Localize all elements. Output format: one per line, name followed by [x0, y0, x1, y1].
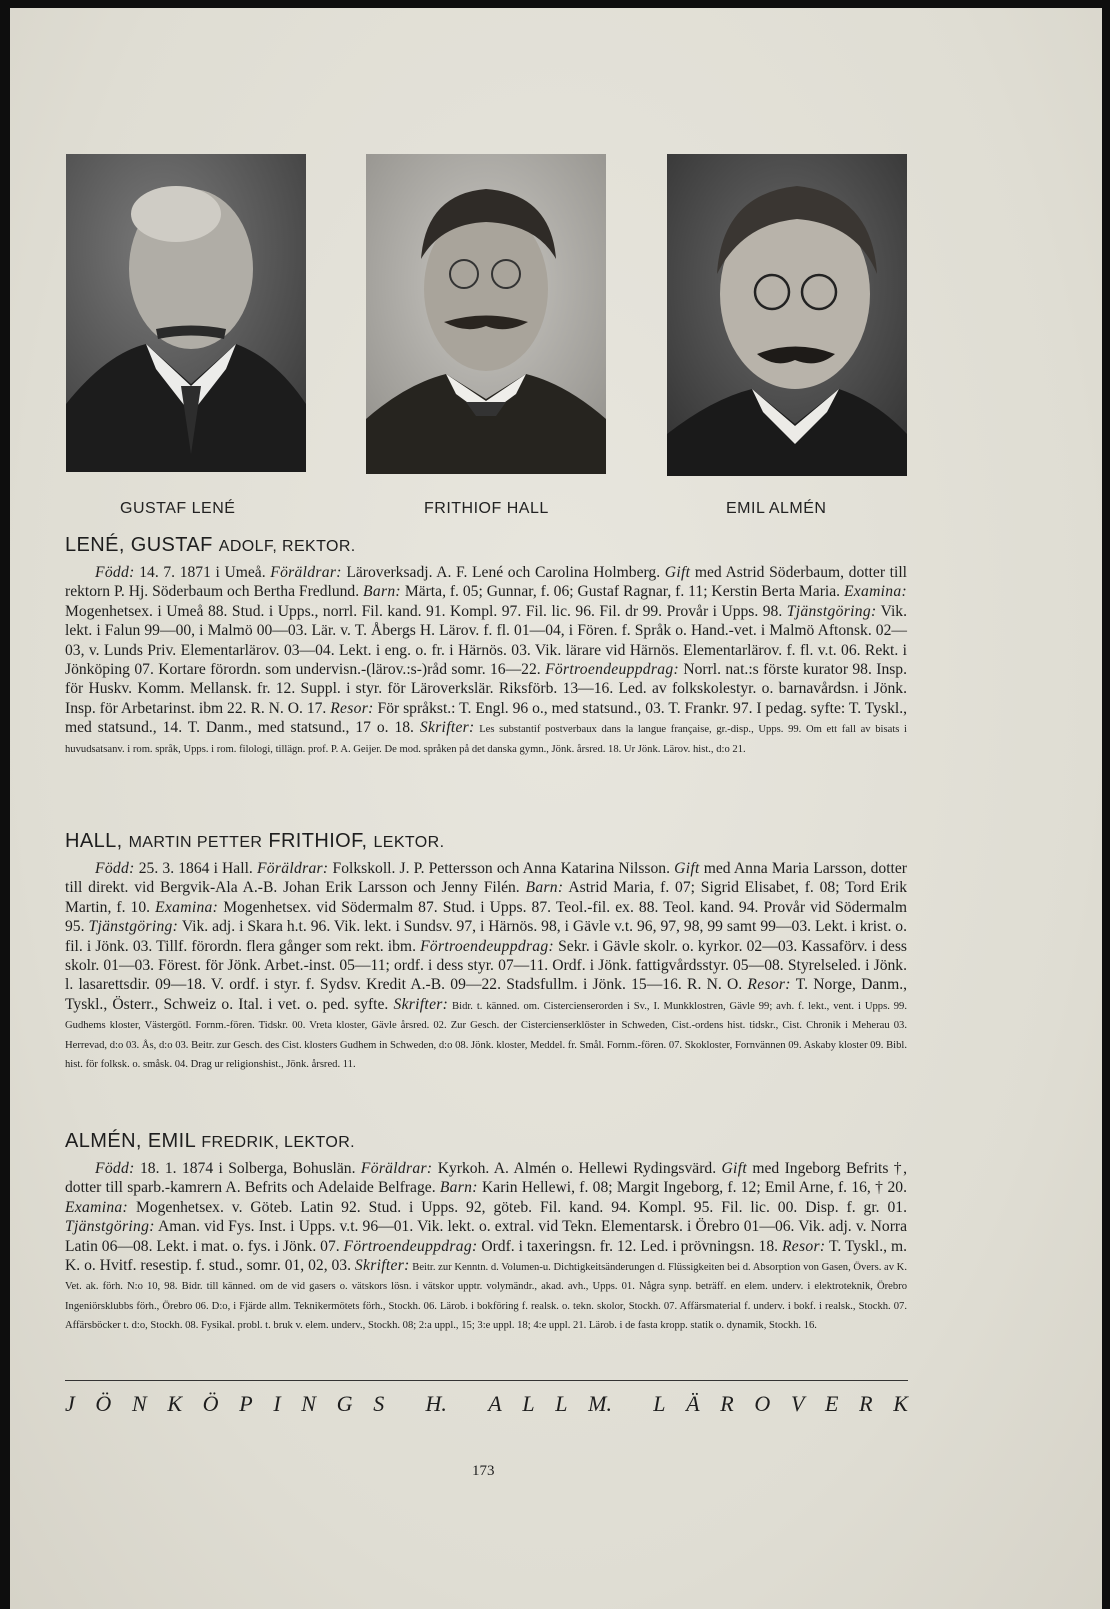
entry-almen: [65, 1130, 907, 1334]
portrait-photo-lene: [66, 154, 306, 472]
footer-letter: S: [373, 1391, 385, 1416]
field-label: Examina:: [155, 898, 219, 916]
entry-body: [65, 563, 907, 757]
footer-rule: [65, 1380, 908, 1381]
body-text: med Anna Maria Larsson, dotter till direkt. vid Bergvik-Ala A.-B. Johan Erik Larsson och Jenny Filén.: [65, 860, 907, 897]
entry-name-rest: FREDRIK, LEKTOR.: [201, 1134, 356, 1151]
entry-body: [65, 859, 907, 1072]
field-label: Föräldrar:: [360, 1160, 433, 1177]
field-label: Skrifter:: [354, 1257, 410, 1275]
footer-letter: O: [754, 1391, 771, 1416]
fine-print: Les substantif postverbaux dans la langue française, gr.-disp., Upps. 99. Om ett fall av bisats i huvudsatsanv. i rom. språk, Upps. i rom. filologi, tillägn. prof. P. A. Geijer. De mod. språken på det danska gymn., Jönk. årsred. 18. Ur Jönk. Lärov. hist., d:o 21.: [65, 724, 907, 755]
field-label: Förtroendeuppdrag:: [343, 1237, 478, 1255]
entry-heading: [65, 534, 907, 557]
body-text: Kyrkoh. A. Almén o. Hellewi Rydingsvärd.: [432, 1160, 722, 1177]
body-text: Ordf. i taxeringsn. fr. 12. Led. i prövningsn. 18.: [477, 1237, 782, 1255]
body-text: Astrid Maria, f. 07; Sigrid Elisabet, f. 08; Tord Erik Martin, f. 10.: [65, 879, 907, 916]
body-text: Aman. vid Fys. Inst. i Upps. v.t. 96—01. Vik. lekt. o. extral. vid Tekn. Elementarsk. i Örebro 01—06. Vik. adj. v. Norra Latin 06—08. Lekt. i mat. o. fys. i Jönk. 07.: [65, 1218, 907, 1255]
footer-letter: R: [720, 1391, 734, 1416]
footer-letter: R: [859, 1391, 873, 1416]
entry-hall: [65, 830, 907, 1072]
footer-letter: P: [239, 1391, 253, 1416]
running-footer: [65, 1391, 908, 1417]
field-label: Tjänstgöring:: [88, 918, 179, 936]
footer-letter: J: [65, 1391, 75, 1416]
body-text: Mogenhetsex. v. Göteb. Latin 92. Stud. i Upps. 92, göteb. Fil. kand. 94. Kompl. 95. Fil. lic. 00. Disp. f. gr. 01.: [128, 1198, 907, 1216]
portrait-photo-hall: [366, 154, 606, 474]
fine-print: Bidr. t. känned. om. Cistercienserorden i Sv., I. Munkklostren, Gävle 99; avh. f. lekt., vent. i Upps. 99. Gudhems kloster, Västergötl. Fornm.-fören. Tidskr. 00. Vreta kloster, Gävle årsred. 02. Zur Gesch. der Cistercienserklöster in Schweden, Cist.-ordens hist. tidskr., Cist. Chronik i Meherau 03. Herrevad, d:o 03. Ås, d:o 03. Beitr. zur Gesch. des Cist. klosters Gudhem in Schweden, d:o 08. Jönk. kloster, Meddel. fr. Smål. Fornm.-fören. 07. Skokloster, Fornvännen 09. Askaby kloster 09. Bibl. hist. för folksk. o. småsk. 04. Drag ur religionshist., Jönk. årsred. 11.: [65, 1000, 907, 1071]
field-label: Skrifter:: [419, 719, 475, 737]
entry-name: ALMÉN, EMIL: [65, 1130, 196, 1152]
entry-heading: [65, 830, 907, 853]
field-label: Resor:: [747, 976, 791, 994]
entry-name-rest: ADOLF, REKTOR.: [218, 538, 356, 555]
portrait-photo-almen: [667, 154, 907, 476]
field-label: Gift: [664, 564, 691, 581]
entry-heading: [65, 1130, 907, 1153]
entry-name-middle: MARTIN PETTER: [128, 834, 263, 851]
body-text: T. Norge, Danm., Tyskl., Österr., Schweiz o. Ital. i vet. o. ped. syfte.: [65, 976, 907, 1013]
caption-lene: GUSTAF LENÉ: [120, 500, 236, 517]
entry-body: [65, 1159, 907, 1334]
field-label: Skrifter:: [393, 995, 449, 1013]
footer-letter: L: [555, 1391, 568, 1416]
book-page: [10, 8, 1102, 1609]
footer-letter: Ö: [95, 1391, 112, 1416]
body-text: 14. 7. 1871 i Umeå.: [134, 564, 271, 581]
field-label: Förtroendeuppdrag:: [420, 937, 554, 955]
footer-letter: M.: [588, 1391, 612, 1416]
field-label: Född:: [95, 1160, 135, 1177]
fine-print: Beitr. zur Kenntn. d. Volumen-u. Dichtigkeitsänderungen d. Flüssigkeiten bei d. Absorption von Gasen, Övers. av K. Vet. ak. förh. N:o 10, 98. Bidr. till känned. om de vid gasers o. vätskors lösn. i vätskor upptr. volymändr., akad. avh., Upps. 01. Några synp. beträff. en elem. underv. i elektroteknik, Örebro Ingeniörsklubbs förh., Örebro 06. D:o, i Fjärde allm. Teknikermötets förh., Stockh. 06. Lärob. i bokföring f. realsk. o. tekn. skolor, Stockh. 07. Affärsmaterial f. underv. i bokf. i realsk., Stockh. 07. Affärsböcker t. d:o, Stockh. 08. Fysikal. probl. t. bruk v. elem. underv., Stockh. 08; 2:a uppl., 15; 3:e uppl. 18; 4:e uppl. 21. Lärob. i de fasta kropp. statik o. dynamik, Stockh. 16.: [65, 1262, 907, 1332]
body-text: Vik. adj. i Skara h.t. 96. Vik. lekt. i Sundsv. 97, i Härnös. 98, i Gävle v.t. 96, 97, 98, 99 samt 99—03. Lekt. i krist. o. fil. i Jönk. 03. Tillf. förordn. flera gånger som rekt. ibm.: [65, 918, 908, 955]
body-text: med Ingeborg Befrits †, dotter till sparb.-kamrern A. Befrits och Adelaide Belfrage.: [65, 1160, 907, 1197]
field-label: Barn:: [525, 879, 564, 897]
field-label: Född:: [95, 564, 135, 581]
footer-letter: H.: [425, 1391, 447, 1416]
entry-name-rest: LEKTOR.: [373, 834, 445, 851]
field-label: Examina:: [843, 583, 907, 601]
footer-letter: K: [167, 1391, 182, 1416]
field-label: Resor:: [781, 1237, 826, 1255]
body-text: Läroverksadj. A. F. Lené och Carolina Holmberg.: [341, 564, 665, 581]
body-text: Mogenhetsex. i Umeå 88. Stud. i Upps., norrl. Fil. kand. 91. Kompl. 97. Fil. lic. 96. Fil. dr 99. Provår i Upps. 98.: [65, 602, 787, 620]
entry-lene: [65, 534, 907, 757]
footer-letter: Ö: [202, 1391, 219, 1416]
body-text: Norrl. nat.:s förste kurator 98. Insp. för Huskv. Komm. Mellansk. fr. 12. Suppl. i styr. för Läroverkslär. Riksförb. 13—16. Led. av folkskolestyr. o. barnavårdsn. i Jönk. Insp. för Arbetarinst. ibm 22. R. N. O. 17.: [65, 661, 908, 717]
footer-letter: I: [273, 1391, 281, 1416]
field-label: Föräldrar:: [256, 860, 329, 877]
footer-letter: L: [653, 1391, 666, 1416]
field-label: Föräldrar:: [270, 564, 342, 581]
field-label: Gift: [674, 860, 700, 877]
footer-letter: G: [336, 1391, 353, 1416]
body-text: 25. 3. 1864 i Hall.: [134, 860, 257, 877]
caption-hall: FRITHIOF HALL: [424, 500, 549, 517]
caption-almen: EMIL ALMÉN: [726, 500, 827, 517]
entry-name-end: FRITHIOF,: [268, 830, 368, 852]
field-label: Tjänstgöring:: [65, 1218, 155, 1236]
entry-name: LENÉ, GUSTAF: [65, 534, 213, 556]
page-number: 173: [472, 1463, 495, 1479]
footer-letter: N: [301, 1391, 316, 1416]
footer-letter: A: [488, 1391, 502, 1416]
field-label: Examina:: [65, 1198, 129, 1216]
field-label: Barn:: [363, 583, 401, 601]
body-text: För språkst.: T. Engl. 96 o., med statsund., 03. T. Frankr. 97. I pedag. syfte: T. Tyskl., med statsund., 14. T. Danm., med statsund., 17 o. 18.: [65, 699, 907, 737]
field-label: Tjänstgöring:: [786, 602, 877, 620]
field-label: Resor:: [330, 699, 374, 717]
footer-letter: K: [893, 1391, 908, 1416]
body-text: Folkskoll. J. P. Pettersson och Anna Katarina Nilsson.: [328, 860, 675, 877]
entry-name: HALL,: [65, 830, 123, 852]
body-text: Märta, f. 05; Gunnar, f. 06; Gustaf Ragnar, f. 11; Kerstin Berta Maria.: [400, 583, 844, 601]
field-label: Förtroendeuppdrag:: [545, 661, 679, 679]
body-text: T. Tyskl., m. K. o. Hvitf. resestip. f. stud., somr. 01, 02, 03.: [65, 1237, 907, 1275]
field-label: Barn:: [439, 1179, 478, 1197]
body-text: Vik. lekt. i Falun 99—00, i Malmö 00—03. Lär. v. T. Åbergs H. Lärov. f. fl. 01—04, i Fören. f. Språk o. Hand.-vet. i Malmö Aftonsk. 02—03, v. Lunds Priv. Elementarlärov. 03—04. Lekt. i eng. o. fr. i Härnös. 03. Vik. lärare vid Härnös. Elementarlärov. f. fl. v.t. 06. Rekt. i Jönköping 07. Kortare förordn. som undervisn.-(lärov.:s-)råd somr. 16—22.: [65, 602, 907, 679]
body-text: Mogenhetsex. vid Södermalm 87. Stud. i Upps. 87. Teol.-fil. ex. 88. Teol. kand. 94. Provår vid Södermalm 95.: [65, 898, 907, 936]
body-text: med Astrid Söderbaum, dotter till rektorn P. Hj. Söderbaum och Bertha Fredlund.: [65, 564, 907, 601]
footer-letter: Ä: [686, 1391, 700, 1416]
footer-letter: V: [790, 1391, 805, 1416]
body-text: Karin Hellewi, f. 08; Margit Ingeborg, f. 12; Emil Arne, f. 16, † 20.: [477, 1179, 907, 1197]
body-text: Sekr. i Gävle skolr. o. kyrkor. 02—03. Kassaförv. i dess skolr. 01—03. Förest. för Jönk. Arbet.-inst. 05—11; ordf. i dess styr. 07—11. Ordf. i Jönk. fattigvårdsstyr. 05—08. Styrelseled. i Jönk. l. lasarettsdir. 09—18. V. ordf. i styr. f. Sydsv. Kredit A.-B. 09—22. Stadsfullm. i Jönk. 15—16. R. N. O.: [65, 937, 907, 994]
body-text: 18. 1. 1874 i Solberga, Bohuslän.: [134, 1160, 361, 1177]
footer-letter: L: [522, 1391, 535, 1416]
footer-letter: E: [825, 1391, 839, 1416]
field-label: Gift: [721, 1160, 747, 1177]
field-label: Född:: [95, 860, 135, 877]
footer-letter: N: [131, 1391, 147, 1416]
